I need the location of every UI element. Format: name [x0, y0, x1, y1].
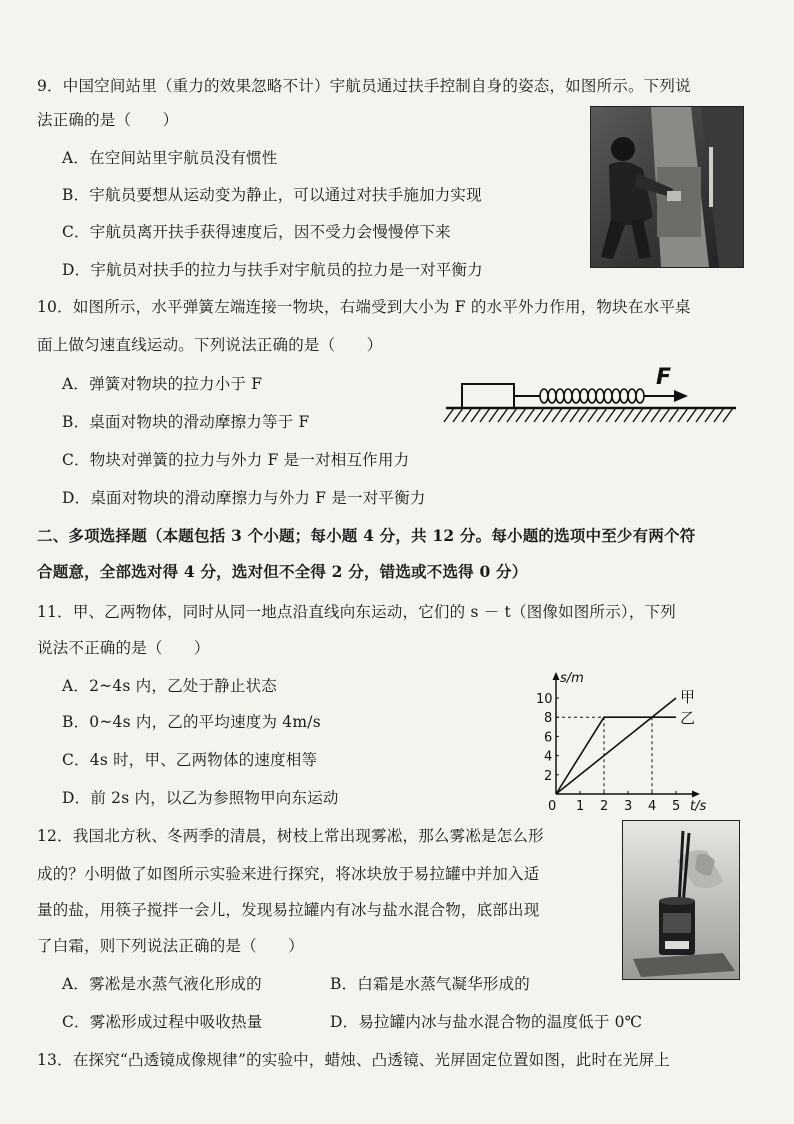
- can-experiment-photo: [622, 820, 740, 980]
- q12-stem-line3: 量的盐，用筷子搅拌一会儿，发现易拉罐内有冰与盐水混合物，底部出现: [37, 901, 540, 919]
- q13-stem-line1: 13．在探究“凸透镜成像规律”的实验中，蜡烛、凸透镜、光屏固定位置如图，此时在光屏上: [37, 1051, 670, 1069]
- q11-option-d: D．前 2s 内，以乙为参照物甲向东运动: [62, 789, 339, 807]
- q10-option-c: C．物块对弹簧的拉力与外力 F 是一对相互作用力: [62, 451, 410, 469]
- y-tick-label: 6: [544, 730, 553, 746]
- x-axis-arrow: [692, 791, 700, 798]
- q12-option-b: B．白霜是水蒸气凝华形成的: [330, 975, 530, 993]
- q12-stem-line4: 了白霜，则下列说法正确的是（ ）: [37, 937, 304, 955]
- x-tick-label: 4: [648, 799, 657, 814]
- q9-option-d: D．宇航员对扶手的拉力与扶手对宇航员的拉力是一对平衡力: [62, 261, 483, 279]
- q9-option-c: C．宇航员离开扶手获得速度后，因不受力会慢慢停下来: [62, 223, 451, 241]
- q11-stem-line2: 说法不正确的是（ ）: [37, 639, 210, 657]
- x-tick-label: 3: [624, 799, 633, 814]
- q9-option-a: A．在空间站里宇航员没有惯性: [62, 149, 278, 167]
- s-t-chart: [526, 630, 726, 816]
- q10-stem-line1: 10．如图所示，水平弹簧左端连接一物块，右端受到大小为 F 的水平外力作用，物块在水平桌: [37, 298, 691, 316]
- x-tick-label: 0: [548, 799, 557, 814]
- y-axis-arrow: [553, 672, 560, 680]
- q11-option-c: C．4s 时，甲、乙两物体的速度相等: [62, 751, 318, 769]
- q10-option-d: D．桌面对物块的滑动摩擦力与外力 F 是一对平衡力: [62, 489, 426, 507]
- q12-stem-line1: 12．我国北方秋、冬两季的清晨，树枝上常出现雾凇，那么雾凇是怎么形: [37, 827, 544, 845]
- q9-stem-line1: 9．中国空间站里（重力的效果忽略不计）宇航员通过扶手控制自身的姿态，如图所示。下列说: [37, 77, 691, 95]
- q12-option-c: C．雾凇形成过程中吸收热量: [62, 1013, 263, 1031]
- astronaut-photo: [590, 106, 744, 268]
- q9-stem-line2: 法正确的是（ ）: [37, 111, 179, 129]
- q10-stem-line2: 面上做匀速直线运动。下列说法正确的是（ ）: [37, 336, 383, 354]
- section2-header-line1: 二、多项选择题（本题包括 3 个小题；每小题 4 分，共 12 分。每小题的选项中至少有两个符: [37, 526, 696, 545]
- y-tick-label: 10: [536, 692, 553, 707]
- q10-option-a: A．弹簧对物块的拉力小于 F: [62, 375, 263, 393]
- x-tick-label: 2: [600, 799, 609, 814]
- section2-header-line2: 合题意，全部选对得 4 分，选对但不全得 2 分，错选或不选得 0 分）: [37, 562, 528, 581]
- y-tick-label: 2: [544, 768, 553, 784]
- y-tick-label: 8: [544, 711, 553, 727]
- q11-option-a: A．2~4s 内，乙处于静止状态: [62, 677, 277, 695]
- y-axis-label: s/m: [560, 671, 584, 686]
- q9-option-b: B．宇航员要想从运动变为静止，可以通过对扶手施加力实现: [62, 186, 482, 204]
- series-label-jia: 甲: [680, 688, 696, 706]
- q12-option-d: D．易拉罐内冰与盐水混合物的温度低于 0℃: [330, 1013, 643, 1031]
- q10-option-b: B．桌面对物块的滑动摩擦力等于 F: [62, 413, 310, 431]
- spring: [540, 389, 644, 403]
- y-tick-label: 4: [544, 749, 553, 765]
- q11-stem-line1: 11．甲、乙两物体，同时从同一地点沿直线向东运动，它们的 s － t（图像如图所示），下列: [37, 603, 676, 621]
- table-hatching: [444, 408, 733, 422]
- x-tick-label: 5: [672, 799, 681, 814]
- q11-option-b: B．0~4s 内，乙的平均速度为 4m/s: [62, 713, 321, 731]
- block: [462, 384, 514, 408]
- spring-block-figure: [440, 362, 740, 436]
- series-label-yi: 乙: [680, 709, 696, 728]
- force-label: F: [656, 365, 672, 390]
- q12-stem-line2: 成的？小明做了如图所示实验来进行探究，将冰块放于易拉罐中并加入适: [37, 865, 540, 883]
- x-axis-label: t/s: [690, 799, 707, 814]
- series-line-jia: [556, 698, 676, 794]
- q12-option-a: A．雾凇是水蒸气液化形成的: [62, 975, 262, 993]
- x-tick-label: 1: [576, 799, 585, 814]
- series-line-yi: [556, 717, 676, 794]
